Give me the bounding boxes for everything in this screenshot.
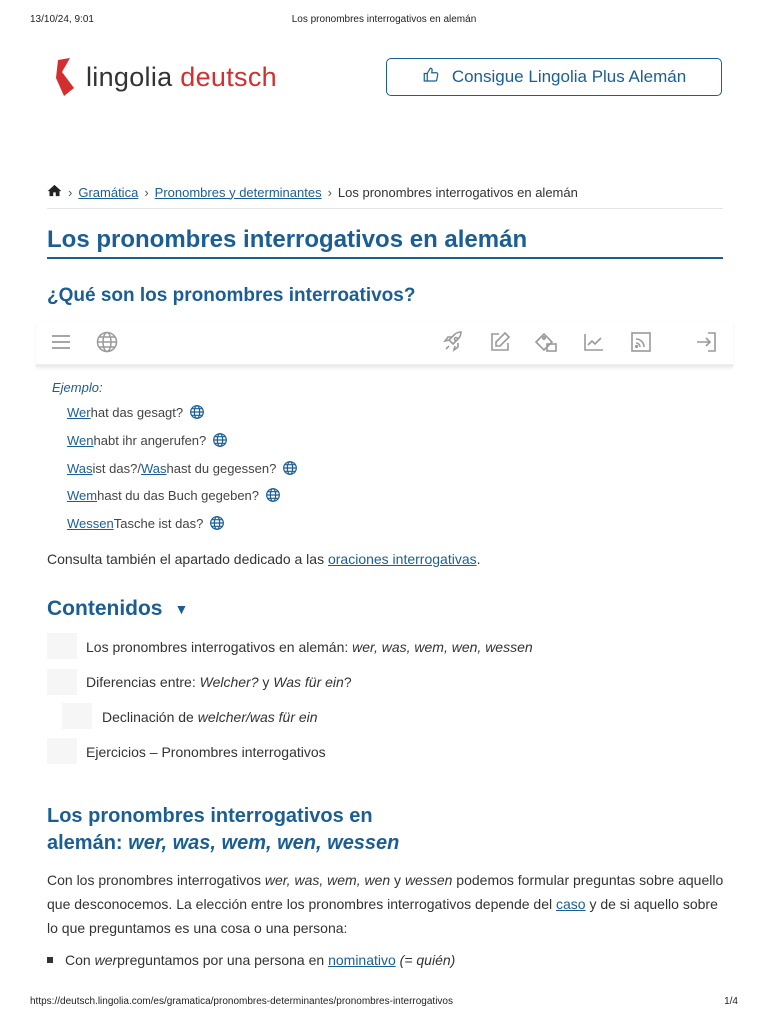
breadcrumb-gramatica[interactable]: Gramática — [78, 184, 139, 200]
example-word[interactable]: Wen — [67, 432, 94, 448]
thumbs-up-icon — [422, 66, 440, 89]
example-word[interactable]: Was — [140, 460, 167, 476]
page-title: Los pronombres interrogativos en alemán — [47, 226, 723, 259]
example-label: Ejemplo: — [52, 380, 103, 395]
lingolia-plus-button[interactable] — [386, 58, 722, 96]
globe-icon[interactable] — [189, 404, 205, 420]
globe-icon[interactable] — [212, 432, 228, 448]
toolbar — [36, 322, 733, 367]
example-word[interactable]: Wem — [67, 487, 98, 503]
nominativo-link[interactable]: nominativo — [328, 952, 396, 968]
breadcrumb: › Gramática › Pronombres y determinantes › Los pronombres interrogativos en alemán — [47, 184, 723, 209]
example-word[interactable]: Wer — [67, 404, 91, 420]
globe-icon[interactable] — [282, 460, 298, 476]
tags-icon[interactable] — [534, 330, 558, 354]
login-icon[interactable] — [694, 330, 718, 354]
print-date: 13/10/24, 9:01 — [30, 14, 94, 25]
list-item: Con wer preguntamos por una persona en nominativo (= quién) — [47, 952, 455, 968]
trending-icon[interactable] — [582, 330, 606, 354]
globe-icon[interactable] — [265, 487, 281, 503]
intro-paragraph: Con los pronombres interrogativos wer, was, wem, wen y wessen podemos formular preguntas sobre aquello que desconocemos. La elección entre los pronombres interrogativos depende del caso y de si aquello sobre lo que preguntamos es una cosa o una persona: — [47, 872, 724, 936]
caso-link[interactable]: caso — [555, 896, 586, 912]
section-heading: Los pronombres interrogativos en alemán: wer, was, wem, wen, wessen — [47, 805, 400, 854]
example-word[interactable]: Wessen — [67, 515, 114, 531]
section-subtitle: ¿Qué son los pronombres interroativos? — [47, 285, 416, 306]
contents-toggle[interactable] — [47, 597, 188, 621]
example-line: Wer hat das gesagt? — [67, 404, 205, 420]
logo[interactable] — [56, 58, 277, 96]
edit-icon[interactable] — [488, 330, 512, 354]
brand-name: lingolia deutsch — [86, 61, 277, 92]
rss-icon[interactable] — [629, 330, 653, 354]
breadcrumb-pronombres[interactable]: Pronombres y determinantes — [154, 184, 322, 200]
menu-icon[interactable] — [49, 330, 73, 354]
example-word[interactable]: Was — [67, 460, 93, 476]
print-url: https://deutsch.lingolia.com/es/gramatica/pronombres-determinantes/pronombres-interrogativos — [30, 996, 453, 1007]
example-line: Wessen Tasche ist das? — [67, 515, 225, 531]
example-line: Wen habt ihr angerufen? — [67, 432, 228, 448]
page-number: 1/4 — [724, 996, 738, 1007]
globe-icon[interactable] — [95, 330, 119, 354]
oraciones-interrogativas-link[interactable]: oraciones interrogativas — [327, 551, 477, 567]
toc-item[interactable]: Ejercicios – Pronombres interrogativos — [86, 744, 326, 760]
toc-number-box — [47, 633, 77, 659]
lingolia-logo-icon — [56, 58, 76, 96]
toc-item[interactable]: Los pronombres interrogativos en alemán: wer, was, wem, wen, wessen — [86, 639, 533, 655]
example-line: Was ist das?/ Was hast du gegessen? — [67, 460, 298, 476]
contents-title: Contenidos — [47, 597, 163, 620]
caret-down-icon: ▼ — [174, 601, 189, 617]
home-icon[interactable] — [47, 184, 62, 200]
toc-subitem[interactable]: Declinación de welcher/was für ein — [102, 709, 318, 725]
see-also-text: Consulta también el apartado dedicado a las oraciones interrogativas. — [47, 551, 481, 567]
toc-number-box — [62, 703, 92, 729]
toc-number-box — [47, 738, 77, 764]
rocket-icon[interactable] — [441, 330, 465, 354]
cta-label: Consigue Lingolia Plus Alemán — [451, 67, 687, 86]
toc-item[interactable]: Diferencias entre: Welcher? y Was für ein? — [86, 674, 352, 690]
example-line: Wem hast du das Buch gegeben? — [67, 487, 281, 503]
globe-icon[interactable] — [209, 515, 225, 531]
toc-number-box — [47, 669, 77, 695]
print-title: Los pronombres interrogativos en alemán — [291, 14, 477, 25]
breadcrumb-current: Los pronombres interrogativos en alemán — [337, 184, 578, 200]
bullet-marker — [47, 957, 53, 963]
